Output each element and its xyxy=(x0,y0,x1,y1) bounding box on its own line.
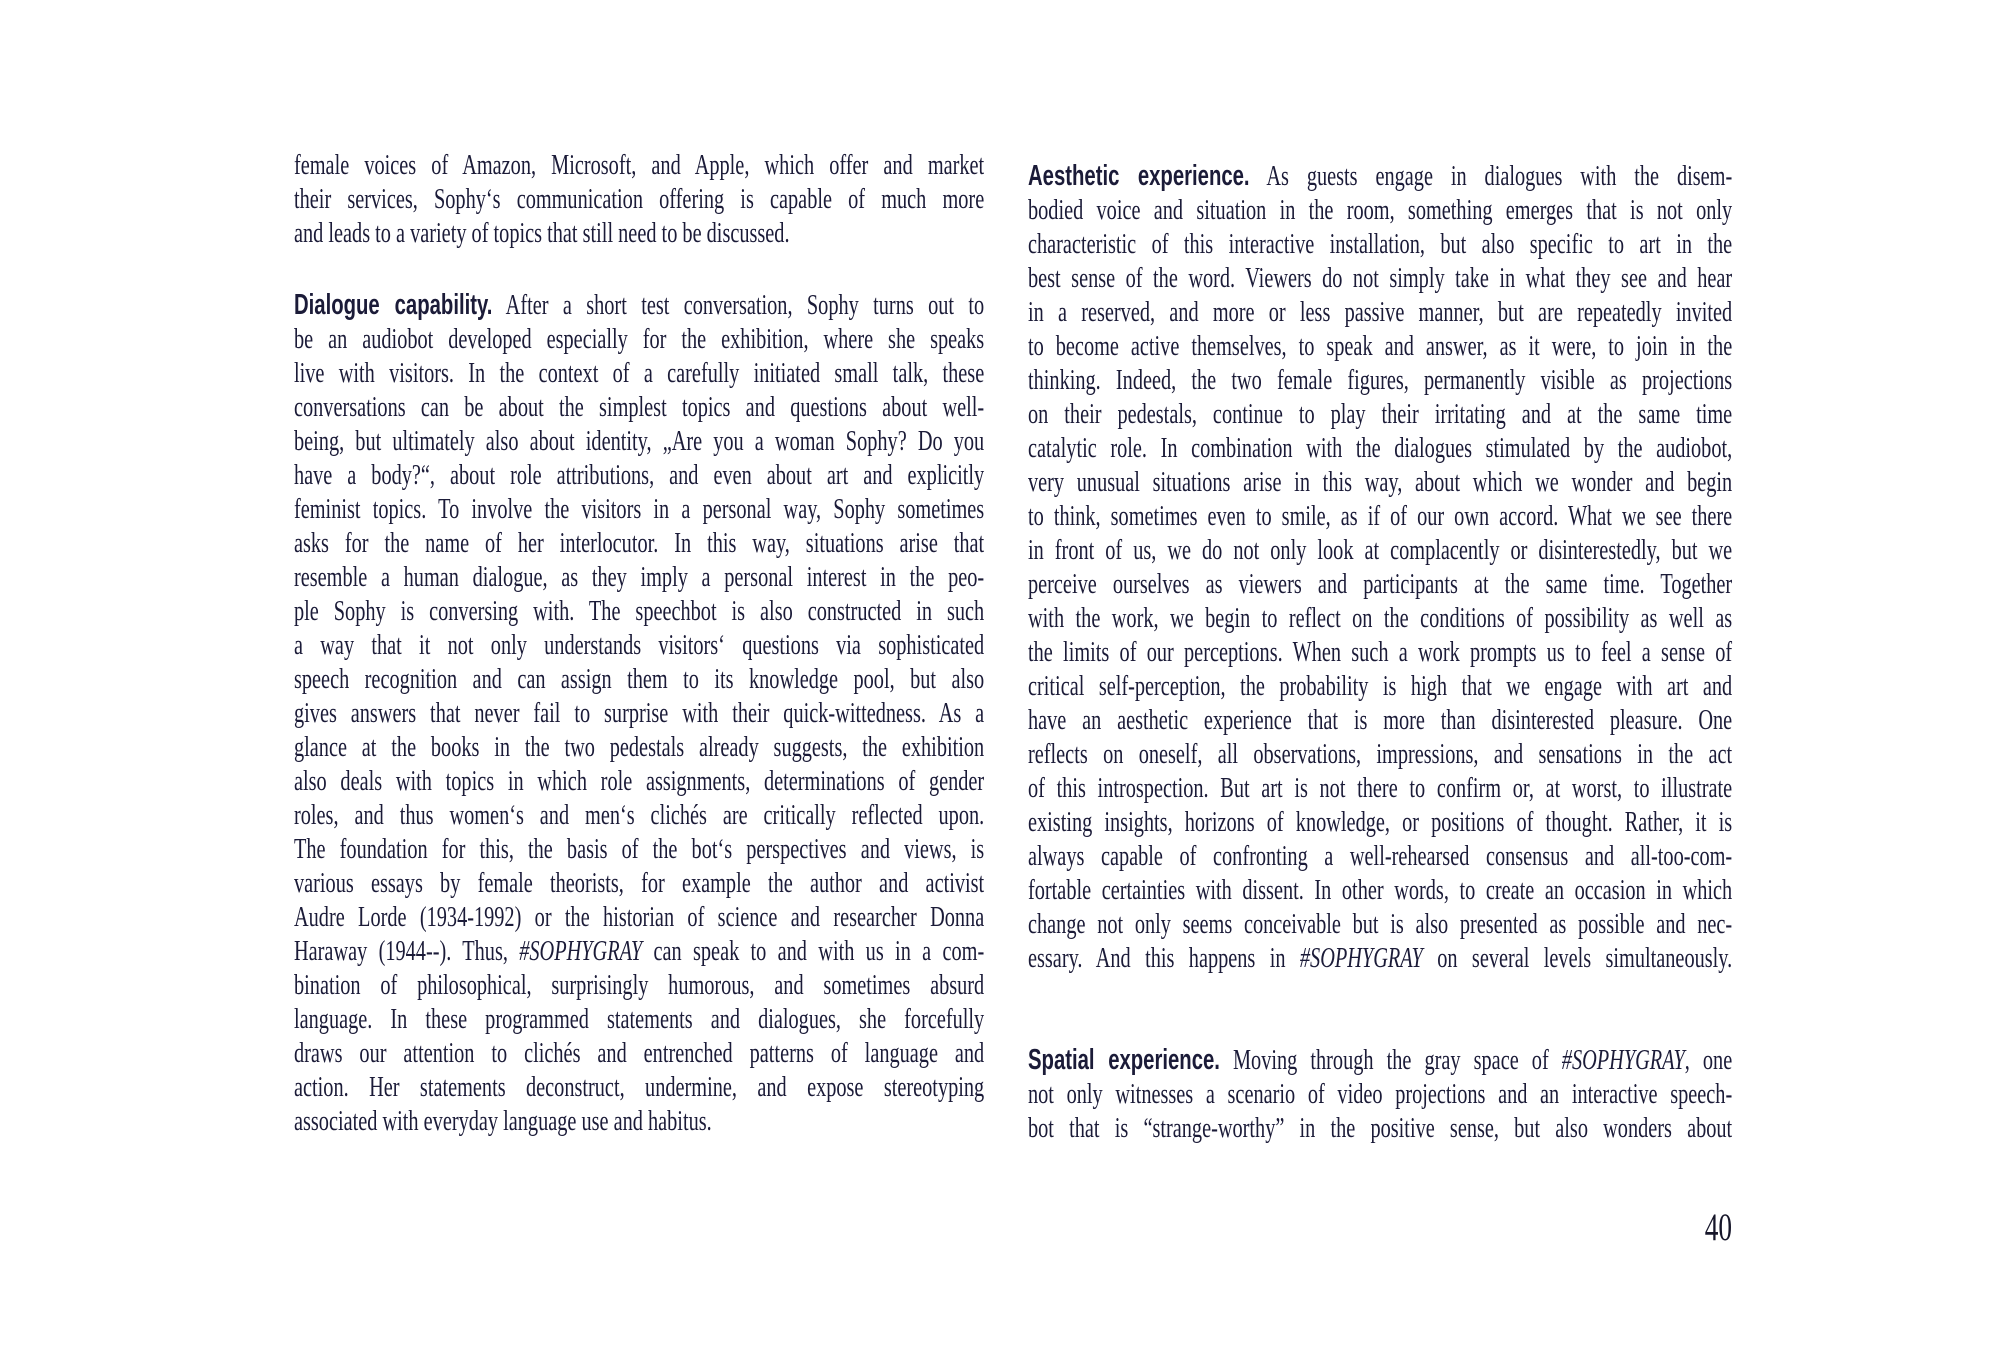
text-line xyxy=(294,492,984,526)
artwork-title: #SOPHYGRAY xyxy=(519,935,643,967)
text-run: have an aesthetic experience that is more than disinterested pleasure. One xyxy=(1028,704,1733,736)
text-line xyxy=(294,458,984,492)
text-run: draws our attention to clichés and entrenched patterns of language and xyxy=(294,1037,985,1069)
paragraph xyxy=(294,288,984,1138)
text-line xyxy=(294,764,984,798)
text-run: bination of philosophical, surprisingly humorous, and sometimes absurd xyxy=(294,969,985,1001)
text-line xyxy=(1028,159,1732,193)
text-line xyxy=(1028,907,1732,941)
text-run: being, but ultimately also about identity, „Are you a woman Sophy? Do you xyxy=(294,425,985,457)
text-line xyxy=(1028,329,1732,363)
text-run: gives answers that never fail to surprise with their quick-wittedness. As a xyxy=(294,697,985,729)
text-run: After a short test conversation, Sophy turns out to xyxy=(492,289,985,321)
text-run: As guests engage in dialogues with the disem- xyxy=(1249,160,1733,192)
text-run: bodied voice and situation in the room, something emerges that is not only xyxy=(1028,194,1733,226)
text-run: always capable of confronting a well-rehearsed consensus and all-too-com- xyxy=(1028,840,1733,872)
text-line xyxy=(294,832,984,866)
text-line xyxy=(294,968,984,1002)
text-line xyxy=(294,934,984,968)
text-run: on their pedestals, continue to play their irritating and at the same time xyxy=(1028,398,1733,430)
text-run: action. Her statements deconstruct, undermine, and expose stereotyping xyxy=(294,1071,985,1103)
text-line xyxy=(294,216,984,250)
text-run: in a reserved, and more or less passive manner, but are repeatedly invited xyxy=(1028,296,1733,328)
paragraph xyxy=(1028,1043,1732,1145)
text-line xyxy=(1028,601,1732,635)
text-line xyxy=(1028,1111,1732,1145)
text-line xyxy=(1028,295,1732,329)
text-run: their services, Sophy‘s communication offering is capable of much more xyxy=(294,183,985,215)
text-line xyxy=(294,730,984,764)
text-line xyxy=(294,182,984,216)
text-line xyxy=(1028,1077,1732,1111)
text-run: speech recognition and can assign them to its knowledge pool, but also xyxy=(294,663,985,695)
text-run: asks for the name of her interlocutor. In this way, situations arise that xyxy=(294,527,985,559)
text-line xyxy=(294,1104,984,1138)
text-run: with the work, we begin to reflect on the conditions of possibility as well as xyxy=(1028,602,1733,634)
text-line xyxy=(294,526,984,560)
paragraph xyxy=(1028,159,1732,975)
text-run: catalytic role. In combination with the dialogues stimulated by the audiobot, xyxy=(1028,432,1733,464)
text-run: to become active themselves, to speak and answer, as it were, to join in the xyxy=(1028,330,1733,362)
text-run: , one xyxy=(1684,1044,1733,1076)
text-run: best sense of the word. Viewers do not simply take in what they see and hear xyxy=(1028,262,1733,294)
text-line xyxy=(1028,1043,1732,1077)
text-run: Moving through the gray space of xyxy=(1219,1044,1562,1076)
section-heading: Aesthetic experience. xyxy=(1028,160,1250,192)
text-run: to think, sometimes even to smile, as if of our own accord. What we see there xyxy=(1028,500,1733,532)
text-run: also deals with topics in which role assignments, determinations of gender xyxy=(294,765,985,797)
text-line xyxy=(294,696,984,730)
text-line xyxy=(294,390,984,424)
text-line xyxy=(294,594,984,628)
text-line xyxy=(294,288,984,322)
text-line xyxy=(1028,227,1732,261)
text-run: perceive ourselves as viewers and participants at the same time. Together xyxy=(1028,568,1733,600)
text-run: resemble a human dialogue, as they imply a personal interest in the peo- xyxy=(294,561,985,593)
text-run: language. In these programmed statements and dialogues, she forcefully xyxy=(294,1003,985,1035)
text-column-left xyxy=(294,148,984,1138)
text-run: existing insights, horizons of knowledge, or positions of thought. Rather, it is xyxy=(1028,806,1733,838)
page-number-value: 40 xyxy=(1704,1206,1732,1249)
text-column-right xyxy=(1028,159,1732,1145)
text-line xyxy=(1028,873,1732,907)
text-line xyxy=(294,1036,984,1070)
text-run: of this introspection. But art is not there to confirm or, at worst, to illustrate xyxy=(1028,772,1733,804)
text-run: the limits of our perceptions. When such a work prompts us to feel a sense of xyxy=(1028,636,1733,668)
text-run: roles, and thus women‘s and men‘s clichés are critically reflected upon. xyxy=(294,799,985,831)
text-run: conversations can be about the simplest topics and questions about well- xyxy=(294,391,985,423)
text-run: and leads to a variety of topics that still need to be discussed. xyxy=(294,217,790,249)
text-line xyxy=(1028,533,1732,567)
text-run: fortable certainties with dissent. In other words, to create an occasion in which xyxy=(1028,874,1733,906)
text-line xyxy=(1028,363,1732,397)
text-run: very unusual situations arise in this way, about which we wonder and begin xyxy=(1028,466,1733,498)
text-line xyxy=(1028,669,1732,703)
text-run: The foundation for this, the basis of the bot‘s perspectives and views, is xyxy=(294,833,985,865)
text-run: glance at the books in the two pedestals already suggests, the exhibition xyxy=(294,731,985,763)
text-line xyxy=(1028,771,1732,805)
text-run: bot that is “strange-worthy” in the positive sense, but also wonders about xyxy=(1028,1112,1733,1144)
text-line xyxy=(294,1002,984,1036)
text-line xyxy=(1028,499,1732,533)
paragraph xyxy=(294,148,984,250)
text-run: Audre Lorde (1934-1992) or the historian of science and researcher Donna xyxy=(294,901,985,933)
text-run: change not only seems conceivable but is also presented as possible and nec- xyxy=(1028,908,1733,940)
text-line xyxy=(1028,703,1732,737)
text-run: live with visitors. In the context of a carefully initiated small talk, these xyxy=(294,357,985,389)
text-line xyxy=(1028,193,1732,227)
text-line xyxy=(1028,465,1732,499)
text-run: female voices of Amazon, Microsoft, and Apple, which offer and market xyxy=(294,149,985,181)
artwork-title: #SOPHYGRAY xyxy=(1561,1044,1685,1076)
text-run: feminist topics. To involve the visitors in a personal way, Sophy sometimes xyxy=(294,493,985,525)
text-run: thinking. Indeed, the two female figures, permanently visible as projections xyxy=(1028,364,1733,396)
text-line xyxy=(1028,737,1732,771)
text-run: on several levels simultaneously. xyxy=(1422,942,1733,974)
text-line xyxy=(294,662,984,696)
text-line xyxy=(294,798,984,832)
text-run: reflects on oneself, all observations, impressions, and sensations in the act xyxy=(1028,738,1733,770)
text-run: have a body?“, about role attributions, and even about art and explicitly xyxy=(294,459,985,491)
text-line xyxy=(294,356,984,390)
text-line xyxy=(294,866,984,900)
text-run: various essays by female theorists, for example the author and activist xyxy=(294,867,985,899)
text-line xyxy=(1028,431,1732,465)
text-line xyxy=(1028,839,1732,873)
text-line xyxy=(1028,635,1732,669)
text-run: Haraway (1944--). Thus, xyxy=(294,935,520,967)
text-run: associated with everyday language use and habitus. xyxy=(294,1105,712,1137)
text-line xyxy=(294,424,984,458)
text-line xyxy=(294,148,984,182)
text-line xyxy=(294,628,984,662)
text-line xyxy=(1028,805,1732,839)
text-run: ple Sophy is conversing with. The speechbot is also constructed in such xyxy=(294,595,985,627)
text-line xyxy=(294,560,984,594)
text-line xyxy=(294,322,984,356)
text-run: critical self-perception, the probability is high that we engage with art and xyxy=(1028,670,1733,702)
text-line xyxy=(1028,261,1732,295)
text-run: essary. And this happens in xyxy=(1028,942,1300,974)
text-line xyxy=(1028,567,1732,601)
text-line xyxy=(1028,941,1732,975)
text-line xyxy=(294,900,984,934)
section-heading: Spatial experience. xyxy=(1028,1044,1220,1076)
text-run: a way that it not only understands visitors‘ questions via sophisticated xyxy=(294,629,985,661)
text-line xyxy=(294,1070,984,1104)
text-run: can speak to and with us in a com- xyxy=(642,935,985,967)
text-line xyxy=(1028,397,1732,431)
text-run: characteristic of this interactive installation, but also specific to art in the xyxy=(1028,228,1733,260)
page-number xyxy=(1522,1206,1732,1250)
artwork-title: #SOPHYGRAY xyxy=(1299,942,1423,974)
text-run: in front of us, we do not only look at complacently or disinterestedly, but we xyxy=(1028,534,1733,566)
text-run: be an audiobot developed especially for the exhibition, where she speaks xyxy=(294,323,985,355)
text-run: not only witnesses a scenario of video projections and an interactive speech- xyxy=(1028,1078,1733,1110)
section-heading: Dialogue capability. xyxy=(294,289,493,321)
